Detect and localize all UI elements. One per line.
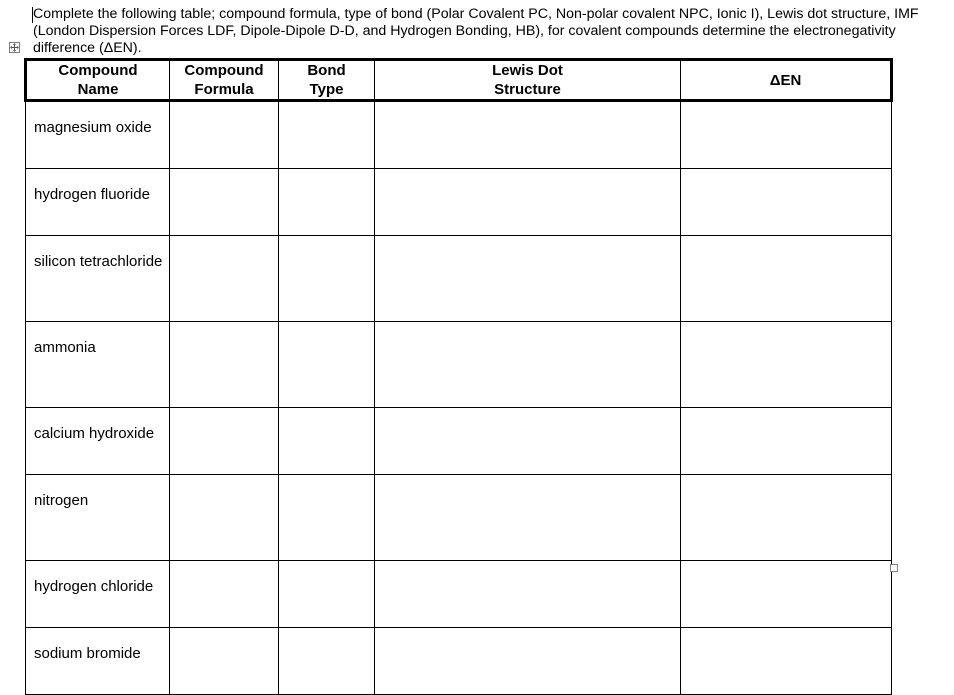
table-row [26,169,892,236]
table-row [26,408,892,475]
compound-name-cell[interactable]: hydrogen chloride [26,561,170,628]
header-bond-type-line2: Type [309,81,344,98]
lewis-dot-cell[interactable] [375,322,681,408]
delta-en-cell[interactable] [681,236,892,322]
header-compound-formula-line1: Compound [184,62,264,79]
compound-formula-cell[interactable] [170,169,279,236]
lewis-dot-cell[interactable] [375,561,681,628]
compound-name-cell[interactable]: calcium hydroxide [26,408,170,475]
compound-name-cell[interactable]: hydrogen fluoride [26,169,170,236]
table-header-row [26,60,892,101]
delta-en-cell[interactable] [681,169,892,236]
lewis-dot-cell[interactable] [375,169,681,236]
compound-name-cell[interactable]: silicon tetrachloride [26,236,170,322]
compound-formula-cell[interactable] [170,322,279,408]
bond-type-cell[interactable] [279,561,375,628]
compound-formula-cell[interactable] [170,628,279,695]
header-bond-type[interactable] [279,60,375,101]
bond-type-cell[interactable] [279,169,375,236]
compound-formula-cell[interactable] [170,408,279,475]
delta-en-cell[interactable] [681,408,892,475]
delta-en-cell[interactable] [681,322,892,408]
table-row [26,628,892,695]
delta-en-cell[interactable] [681,101,892,169]
delta-en-cell[interactable] [681,561,892,628]
header-compound-name-line1: Compound [58,62,138,79]
header-delta-en-label: ΔEN [769,71,802,89]
lewis-dot-cell[interactable] [375,236,681,322]
compound-name-cell[interactable]: magnesium oxide [26,101,170,169]
header-lewis-dot-line2: Structure [494,81,561,98]
header-lewis-dot[interactable] [375,60,681,101]
compound-table [24,58,893,695]
header-bond-type-line1: Bond [307,62,346,79]
lewis-dot-cell[interactable] [375,101,681,169]
table-resize-handle-icon[interactable] [890,564,898,572]
header-compound-formula[interactable] [170,60,279,101]
compound-name-cell[interactable]: sodium bromide [26,628,170,695]
header-delta-en[interactable] [681,60,892,101]
lewis-dot-cell[interactable] [375,408,681,475]
compound-formula-cell[interactable] [170,475,279,561]
compound-name-cell[interactable]: nitrogen [26,475,170,561]
table-row [26,561,892,628]
delta-en-cell[interactable] [681,475,892,561]
compound-name-cell[interactable]: ammonia [26,322,170,408]
bond-type-cell[interactable] [279,236,375,322]
header-compound-name[interactable] [26,60,170,101]
bond-type-cell[interactable] [279,475,375,561]
bond-type-cell[interactable] [279,628,375,695]
header-compound-name-line2: Name [77,81,119,98]
header-lewis-dot-line1: Lewis Dot [492,62,563,79]
bond-type-cell[interactable] [279,322,375,408]
table-row [26,101,892,169]
header-compound-formula-line2: Formula [194,81,254,98]
delta-en-cell[interactable] [681,628,892,695]
table-row [26,322,892,408]
instructions-paragraph[interactable]: Complete the following table; compound formula, type of bond (Polar Covalent PC, Non-polar covalent NPC, Ionic I), Lewis dot structure, IMF (London Dispersion Forces LDF, Dipole-Dipole D-D, and Hydrogen Bonding, HB), for covalent compounds determine the electronegativity difference (ΔEN). [33,6,919,56]
lewis-dot-cell[interactable] [375,628,681,695]
lewis-dot-cell[interactable] [375,475,681,561]
table-row [26,236,892,322]
bond-type-cell[interactable] [279,101,375,169]
table-move-handle-icon[interactable] [9,42,20,53]
bond-type-cell[interactable] [279,408,375,475]
compound-formula-cell[interactable] [170,561,279,628]
compound-formula-cell[interactable] [170,236,279,322]
table-row [26,475,892,561]
compound-formula-cell[interactable] [170,101,279,169]
